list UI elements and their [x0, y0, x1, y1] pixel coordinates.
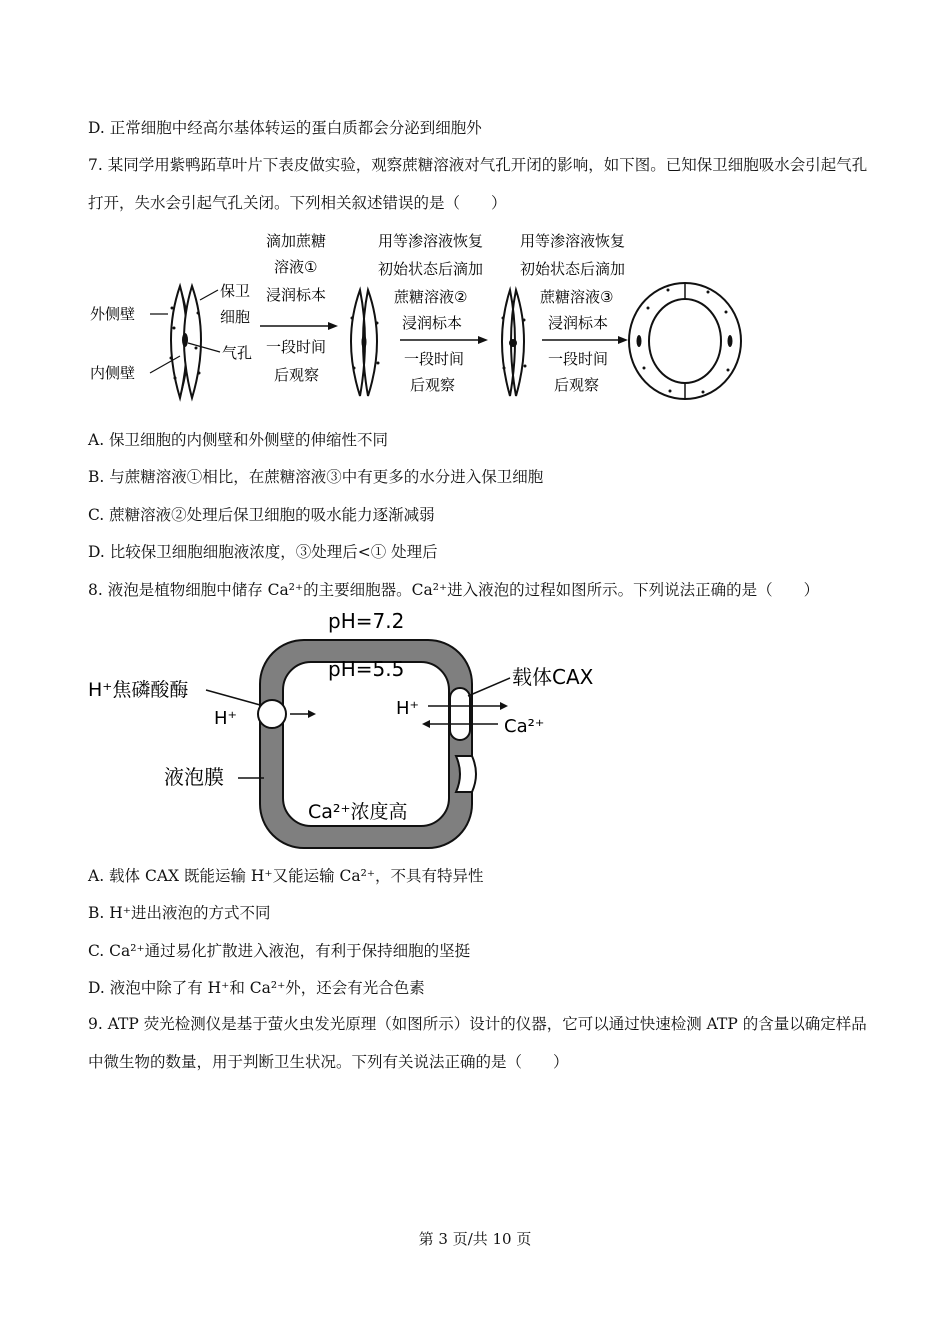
initial-guard-cells: [170, 286, 202, 398]
guard-cells-after-solution3: [629, 283, 741, 399]
step2-line6: 后观察: [410, 376, 456, 394]
q6-option-d: D. 正常细胞中经高尔基体转运的蛋白质都会分泌到细胞外: [88, 119, 482, 137]
q8-option-b: B. H⁺进出液泡的方式不同: [88, 904, 271, 922]
step2-line5: 一段时间: [404, 350, 465, 368]
step3-line4: 浸润标本: [548, 314, 609, 332]
step3-line5: 一段时间: [548, 350, 609, 368]
q7-stem: 7. 某同学用紫鸭跖草叶片下表皮做实验，观察蔗糖溶液对气孔开闭的影响，如下图。已知保卫细胞吸水会引起气孔打开，失水会引起气孔关闭。下列相关叙述错误的是（ ）: [88, 156, 868, 212]
q8-option-a: A. 载体 CAX 既能运输 H⁺又能运输 Ca²⁺，不具有特异性: [88, 867, 484, 885]
guard-cells-after-solution1: [351, 290, 380, 396]
step3-line3: 蔗糖溶液③: [540, 288, 614, 306]
step3-line1: 用等渗溶液恢复: [520, 232, 626, 250]
step1-line1: 滴加蔗糖: [266, 232, 327, 250]
q8-stem: 8. 液泡是植物细胞中储存 Ca²⁺的主要细胞器。Ca²⁺进入液泡的过程如图所示。下列说法正确的是（ ）: [88, 581, 820, 599]
step1-line2: 溶液①: [274, 258, 318, 276]
step1-line5: 后观察: [274, 366, 320, 384]
stoma-label: 气孔: [222, 344, 253, 362]
pump-protein: [258, 700, 286, 728]
step2-line1: 用等渗溶液恢复: [378, 232, 484, 250]
step2-line3: 蔗糖溶液②: [394, 288, 468, 306]
step2-line4: 浸润标本: [402, 314, 463, 332]
carrier-cax: [450, 688, 470, 740]
q8-option-c: C. Ca²⁺通过易化扩散进入液泡，有利于保持细胞的坚挺: [88, 942, 471, 960]
q7-stomata-figure: [88, 228, 748, 408]
q8-vacuole-figure: [88, 606, 628, 856]
q9-stem: 9. ATP 荧光检测仪是基于萤火虫发光原理（如图所示）设计的仪器，它可以通过快速检测 ATP 的含量以确定样品中微生物的数量，用于判断卫生状况。下列有关说法正确的是（ ）: [88, 1015, 867, 1071]
step1-line4: 一段时间: [266, 338, 327, 356]
ph-outside-label: pH=7.2: [328, 609, 405, 633]
step2-line2: 初始状态后滴加: [378, 260, 484, 278]
guard-cell-label-1: 保卫: [220, 282, 251, 300]
q7-option-d: D. 比较保卫细胞细胞液浓度，③处理后<① 处理后: [88, 543, 438, 561]
carrier-label: 载体CAX: [512, 665, 594, 689]
membrane-label: 液泡膜: [164, 765, 224, 789]
membrane-channel: [456, 756, 476, 792]
guard-cell-label-2: 细胞: [220, 308, 251, 326]
q8-option-d: D. 液泡中除了有 H⁺和 Ca²⁺外，还会有光合色素: [88, 979, 425, 997]
pump-label: H⁺焦磷酸酶: [88, 679, 189, 701]
inside-label: Ca²⁺浓度高: [308, 801, 408, 823]
step3-line6: 后观察: [554, 376, 600, 394]
inner-wall-label: 内侧壁: [90, 364, 136, 382]
ph-inside-label: pH=5.5: [328, 657, 405, 681]
q7-option-a: A. 保卫细胞的内侧壁和外侧壁的伸缩性不同: [88, 431, 389, 449]
guard-cells-after-solution2: [502, 290, 527, 396]
step1-line3: 浸润标本: [266, 286, 327, 304]
step3-line2: 初始状态后滴加: [520, 260, 626, 278]
pump-ion-label: H⁺: [214, 708, 238, 729]
page-footer: 第 3 页/共 10 页: [418, 1230, 532, 1248]
q7-option-c: C. 蔗糖溶液②处理后保卫细胞的吸水能力逐渐减弱: [88, 506, 435, 524]
outer-wall-label: 外侧壁: [90, 305, 136, 323]
carrier-ion-out: Ca²⁺: [504, 716, 545, 737]
carrier-ion-in: H⁺: [396, 698, 420, 719]
q7-option-b: B. 与蔗糖溶液①相比，在蔗糖溶液③中有更多的水分进入保卫细胞: [88, 468, 544, 486]
